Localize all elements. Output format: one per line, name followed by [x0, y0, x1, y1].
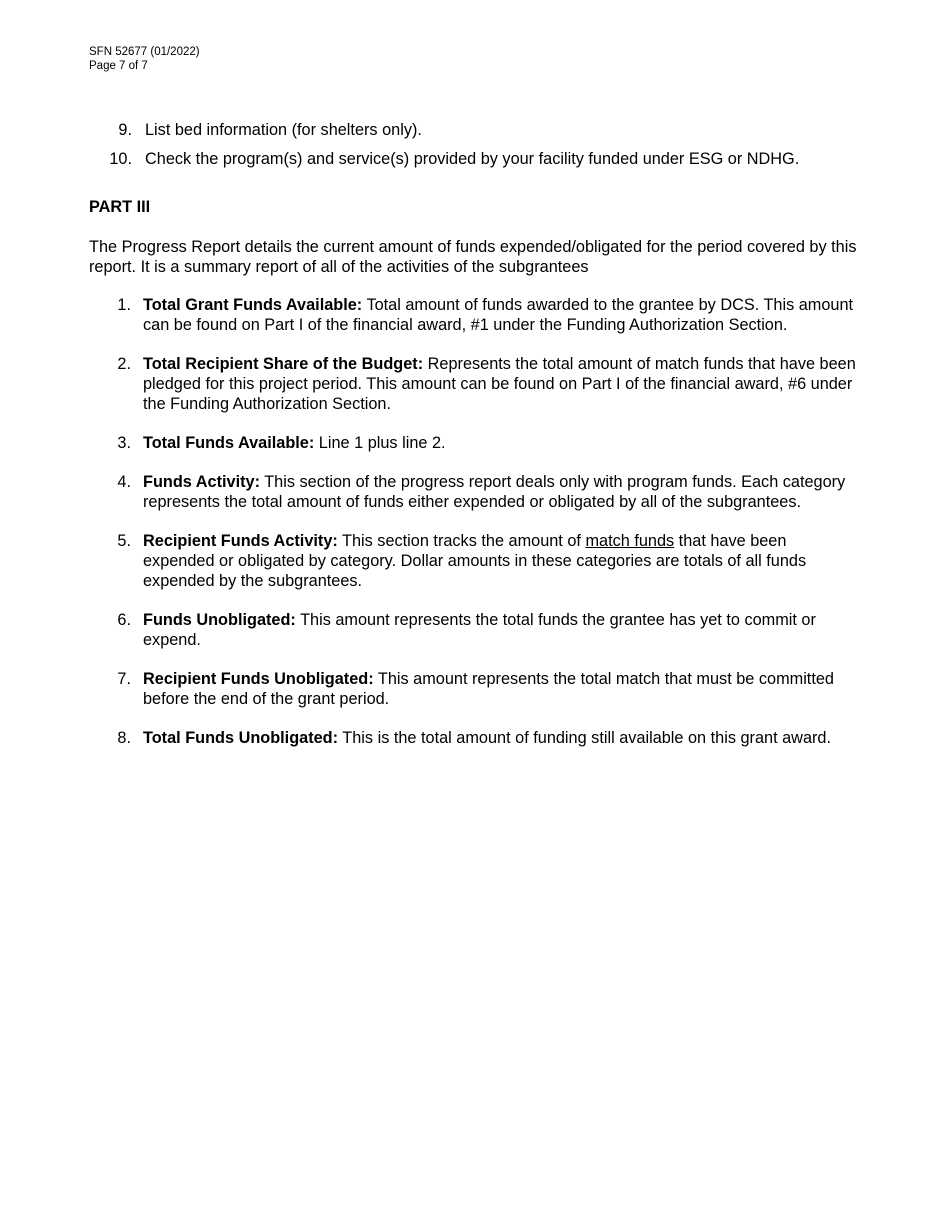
item-text-before: This section tracks the amount of [337, 532, 586, 550]
item-text: This is the total amount of funding still available on this grant award. [338, 729, 831, 747]
item-term: Total Funds Available: [143, 434, 315, 452]
item-term: Total Grant Funds Available: [143, 296, 363, 314]
item-number: 2. [117, 355, 131, 373]
section-intro: The Progress Report details the current amount of funds expended/obligated for the period covered by this report. It is a summary report of all of the activities of the subgrantees [89, 238, 857, 276]
item-text-after: that have been expended or obligated by category. Dollar amounts in these categories are totals of all funds expended by the subgrantees. [143, 532, 807, 590]
list-item [0, 531, 950, 591]
item-number: 6. [117, 611, 131, 629]
item-term: Recipient Funds Activity: [143, 532, 338, 550]
item-text: Line 1 plus line 2. [314, 434, 446, 452]
item-term: Total Recipient Share of the Budget: [143, 355, 424, 373]
list-item [0, 728, 950, 748]
item-text: Check the program(s) and service(s) provided by your facility funded under ESG or NDHG. [145, 150, 800, 168]
list-item [0, 669, 950, 709]
list-item [0, 149, 950, 169]
item-term: Funds Unobligated: [143, 611, 296, 629]
form-id: SFN 52677 (01/2022) [89, 46, 200, 58]
page-header [89, 45, 200, 73]
list-item [0, 295, 950, 335]
item-number: 10. [109, 150, 132, 168]
list-item [0, 354, 950, 414]
item-number: 5. [117, 532, 131, 550]
item-text: This section of the progress report deals only with program funds. Each category represents the total amount of funds either expended or obligated by all of the subgrantees. [143, 473, 846, 511]
section-heading: PART III [89, 198, 151, 216]
list-item [0, 472, 950, 512]
item-text: This amount represents the total match that must be committed before the end of the grant period. [143, 670, 834, 708]
item-text: Total amount of funds awarded to the grantee by DCS. This amount can be found on Part I of the financial award, #1 under the Funding Authorization Section. [143, 296, 854, 334]
item-text: Represents the total amount of match funds that have been pledged for this project period. This amount can be found on Part I of the financial award, #6 under the Funding Authorization Section. [143, 355, 856, 413]
item-number: 3. [117, 434, 131, 452]
item-term: Recipient Funds Unobligated: [143, 670, 374, 688]
item-text: List bed information (for shelters only). [145, 121, 422, 139]
item-text: This amount represents the total funds the grantee has yet to commit or expend. [143, 611, 816, 649]
page-number: Page 7 of 7 [89, 60, 148, 72]
continued-instructions-list [0, 120, 950, 178]
list-item [0, 120, 950, 140]
item-number: 1. [117, 296, 131, 314]
item-number: 4. [117, 473, 131, 491]
item-number: 8. [117, 729, 131, 747]
item-number: 9. [118, 121, 132, 139]
list-item [0, 433, 950, 453]
underlined-term: match funds [585, 532, 675, 550]
item-number: 7. [117, 670, 131, 688]
part3-items-list [0, 295, 950, 767]
item-term: Funds Activity: [143, 473, 260, 491]
item-term: Total Funds Unobligated: [143, 729, 339, 747]
list-item [0, 610, 950, 650]
